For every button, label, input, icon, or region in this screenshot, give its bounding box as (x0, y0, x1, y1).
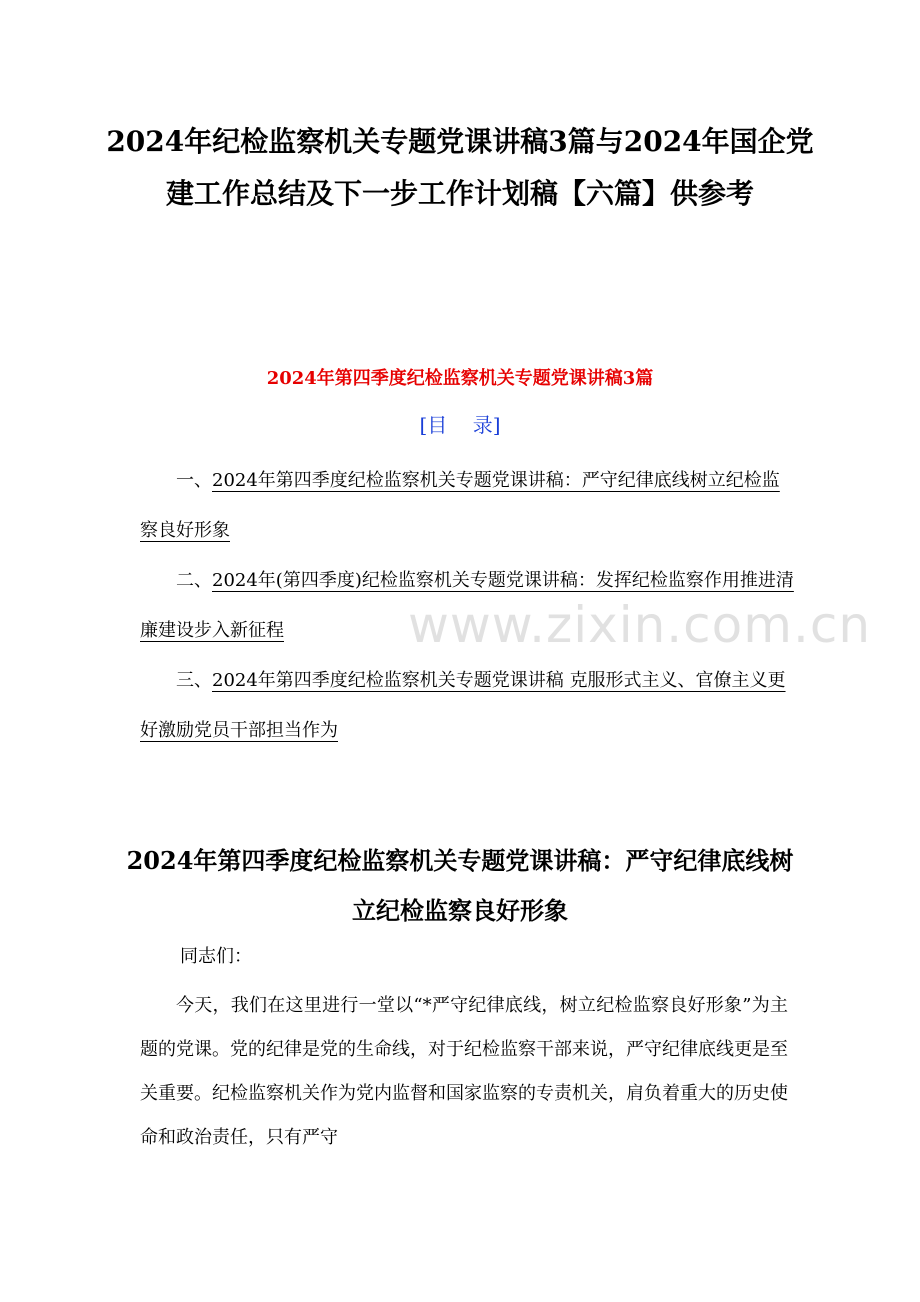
body-paragraph: 今天，我们在这里进行一堂以“*严守纪律底线，树立纪检监察良好形象”为主题的党课。党的纪律是党的生命线，对于纪检监察干部来说，严守纪律底线更是至关重要。纪检监察机关作为党内监督和国家监察的专责机关，肩负着重大的历史使命和政治责任，只有严守 (140, 995, 788, 1148)
article-title: 2024年第四季度纪检监察机关专题党课讲稿：严守纪律底线树立纪检监察良好形象 (126, 846, 794, 925)
toc-item-number: 三、 (176, 670, 212, 691)
toc-item-number: 二、 (176, 570, 212, 591)
toc-link-1[interactable]: 2024年第四季度纪检监察机关专题党课讲稿：严守纪律底线树立纪检监察良好形象 (140, 470, 780, 541)
toc-item (140, 456, 794, 556)
toc-link-2[interactable]: 2024年(第四季度)纪检监察机关专题党课讲稿：发挥纪检监察作用推进清廉建设步入新征程 (140, 570, 794, 641)
toc-heading: [目 录] (419, 413, 501, 437)
toc-link-3[interactable]: 2024年第四季度纪检监察机关专题党课讲稿 克服形式主义、官僚主义更好激励党员干部担当作为 (140, 670, 786, 741)
toc-item-number: 一、 (176, 470, 212, 491)
table-of-contents (140, 456, 794, 756)
toc-item (140, 656, 794, 756)
section-title: 2024年第四季度纪检监察机关专题党课讲稿3篇 (266, 368, 654, 389)
document-title: 2024年纪检监察机关专题党课讲稿3篇与2024年国企党建工作总结及下一步工作计划稿【六篇】供参考 (106, 125, 814, 210)
watermark: www.zixin.com.cn (408, 596, 872, 654)
salutation: 同志们： (180, 946, 252, 967)
toc-item (140, 556, 794, 656)
